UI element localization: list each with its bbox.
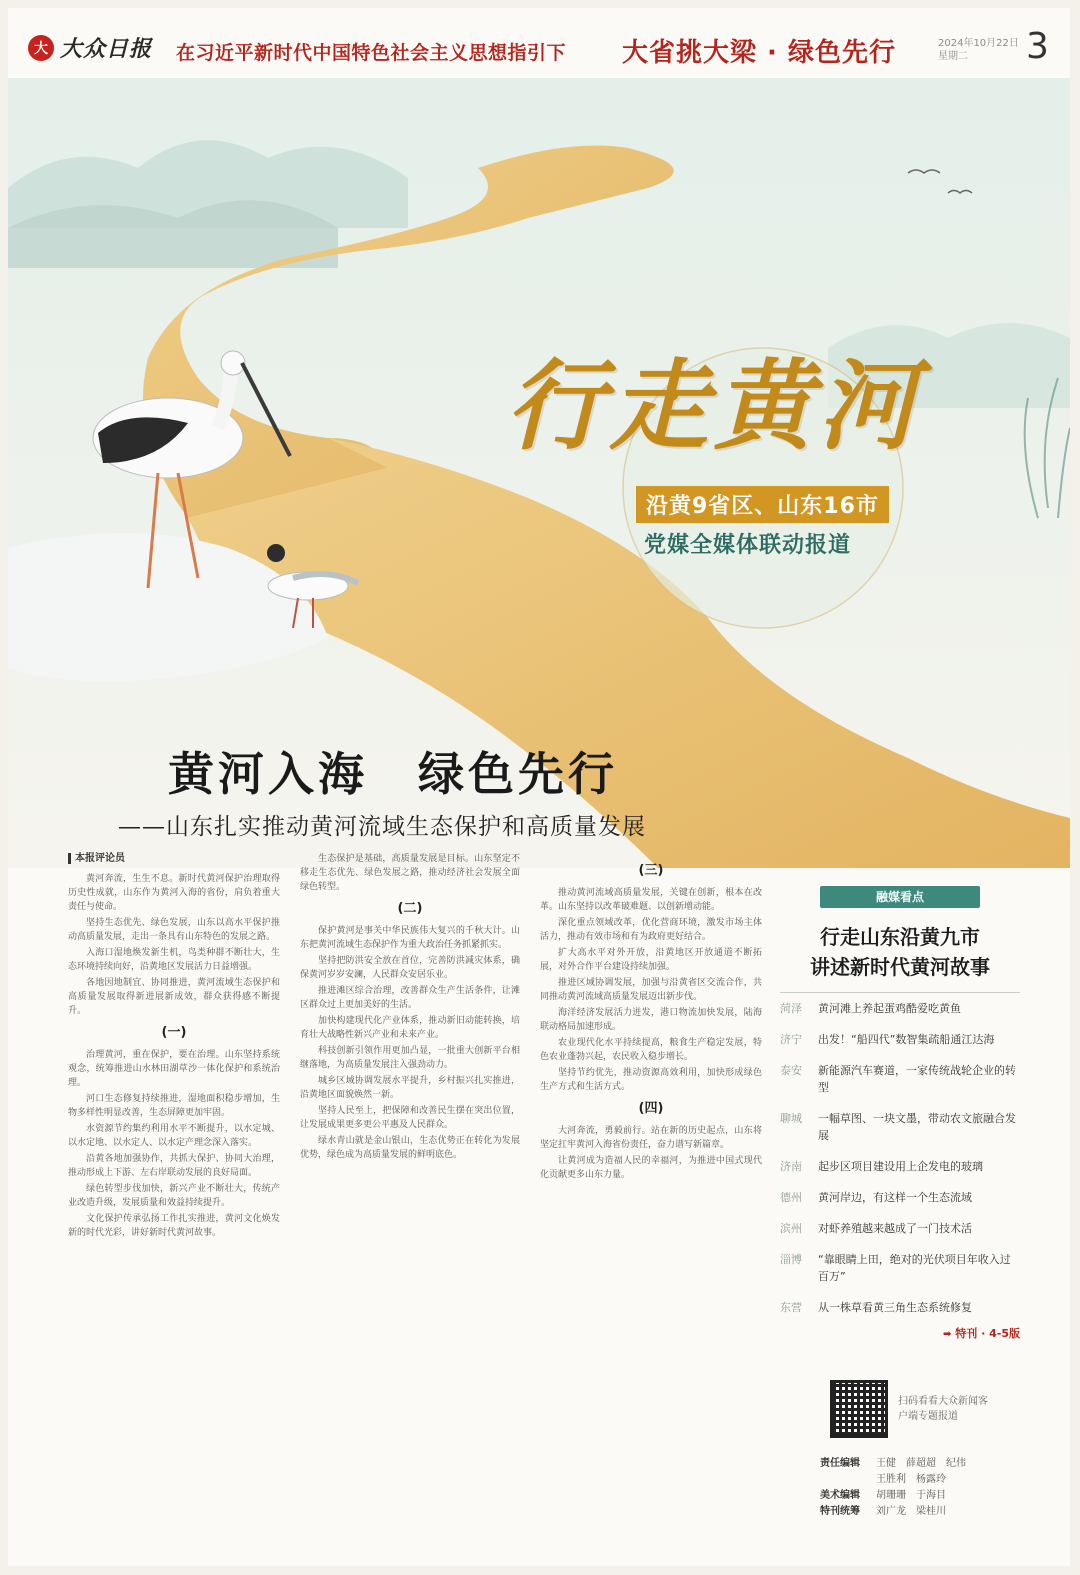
sidebar-item[interactable]: 滨州 对虾养殖越来越成了一门技术活 bbox=[780, 1222, 972, 1235]
sidebar-item[interactable]: 聊城 一幅草图、一块文墨，带动农文旅融合发展 bbox=[780, 1112, 1016, 1142]
article-column-3: (三) 推动黄河流域高质量发展，关键在创新，根本在改革。山东坚持以改革破难题、以创新增动能。 深化重点领域改革，优化营商环境，激发市场主体活力，推动有效市场和有为政府更好结合。 扩大高水平对外开放，沿黄地区开放通道不断拓展，对外合作平台建设持续加强。 推进区域协调发展，加强与沿黄省区交流合作，共同推动黄河流域高质量发展迈出新步伐。 海洋经济发展活力迸发，港口物流加快发展，陆海联动格局加速形成。 农业现代化水平持续提高，粮食生产稳定发展，特色农业蓬勃兴起，农民收入稳步增长。 坚持节约优先，推动资源高效利用，加快形成绿色生产方式和生活方式。 (四) 大河奔流，勇毅前行。站在新的历史起点，山东将坚定扛牢黄河入海省份责任，奋力谱写新篇章。 让黄河成为造福人民的幸福河，为推进中国式现代化贡献更多山东力量。 bbox=[540, 863, 762, 1180]
article-byline: 本报评论员 bbox=[68, 852, 280, 866]
section-heading: (四) bbox=[638, 1101, 664, 1116]
issue-date: 2024年10月22日 星期二 bbox=[938, 38, 1019, 62]
article-subheadline: ——山东扎实推动黄河流域生态保护和高质量发展 bbox=[118, 814, 646, 840]
sidebar-item[interactable]: 淄博 “靠眼睛上田，绝对的光伏项目年收入过百万” bbox=[780, 1253, 1011, 1283]
media-highlights-sidebar bbox=[780, 886, 1020, 1406]
hero-subtitle: 党媒全媒体联动报道 bbox=[644, 533, 852, 558]
newspaper-logo-icon: 大 bbox=[28, 35, 54, 61]
sidebar-item[interactable]: 济南 起步区项目建设用上企发电的玻璃 bbox=[780, 1160, 983, 1173]
qr-block bbox=[830, 1380, 988, 1438]
sidebar-item[interactable]: 菏泽 黄河滩上养起蛋鸡酷爱吃黄鱼 bbox=[780, 1002, 961, 1015]
newspaper-page bbox=[8, 8, 1070, 1566]
qr-caption: 扫码看看大众新闻客户端专题报道 bbox=[898, 1396, 988, 1422]
special-issue-link[interactable]: ➡ 特刊 · 4-5版 bbox=[943, 1327, 1020, 1340]
editor-credits: 责任编辑 王健 薛超超 纪伟 王胜利 杨露玲 美术编辑 胡珊珊 于海目 特刊统筹 刘广龙 梁桂川 bbox=[820, 1458, 966, 1517]
hero-title: 行走黄河 bbox=[506, 349, 923, 464]
newspaper-name: 大众日报 bbox=[60, 36, 153, 62]
sidebar-item[interactable]: 济宁 出发！“船四代”数智集疏船通江达海 bbox=[780, 1033, 995, 1046]
article-column-2: 生态保护是基础，高质量发展是目标。山东坚定不移走生态优先、绿色发展之路，推动经济社会发展全面绿色转型。 (二) 保护黄河是事关中华民族伟大复兴的千秋大计。山东把黄河流域生态保护作为重大政治任务抓紧抓实。 坚持把防洪安全放在首位，完善防洪减灾体系，确保黄河岁岁安澜，人民群众安居乐业。 推进滩区综合治理，改善群众生产生活条件，让滩区群众过上更加美好的生活。 加快构建现代化产业体系，推动新旧动能转换，培育壮大战略性新兴产业和未来产业。 科技创新引领作用更加凸显，一批重大创新平台相继落地，为高质量发展注入强劲动力。 城乡区域协调发展水平提升，乡村振兴扎实推进，沿黄地区面貌焕然一新。 坚持人民至上，把保障和改善民生摆在突出位置，让发展成果更多更公平惠及人民群众。 绿水青山就是金山银山，生态优势正在转化为发展优势，绿色成为高质量发展的鲜明底色。 bbox=[300, 854, 520, 1160]
sidebar-item[interactable]: 东营 从一株草看黄三角生态系统修复 bbox=[780, 1301, 972, 1314]
article-headline: 黄河入海 绿色先行 bbox=[168, 747, 618, 801]
section-heading: (一) bbox=[161, 1025, 187, 1040]
arrow-right-icon: ➡ bbox=[943, 1329, 952, 1340]
qr-code-icon[interactable] bbox=[830, 1380, 888, 1438]
article-column-1: 本报评论员 黄河奔流，生生不息。新时代黄河保护治理取得历史性成就，山东作为黄河入海的省份，肩负着重大责任与使命。 坚持生态优先、绿色发展，山东以高水平保护推动高质量发展，走出一条具有山东特色的发展之路。 入海口湿地焕发新生机，鸟类种群不断壮大，生态环境持续向好，沿黄地区发展活力日益增强。 各地因地制宜、协同推进，黄河流域生态保护和高质量发展取得新进展新成效，群众获得感不断提升。 (一) 治理黄河，重在保护，要在治理。山东坚持系统观念，统筹推进山水林田湖草沙一体化保护和系统治理。 河口生态修复持续推进，湿地面积稳步增加，生物多样性明显改善，生态屏障更加牢固。 水资源节约集约利用水平不断提升，以水定城、以水定地、以水定人、以水定产理念深入落实。 沿黄各地加强协作，共抓大保护、协同大治理，推动形成上下游、左右岸联动发展的良好局面。 绿色转型步伐加快，新兴产业不断壮大，传统产业改造升级，发展质量和效益持续提升。 文化保护传承弘扬工作扎实推进，黄河文化焕发新的时代光彩，讲好新时代黄河故事。 bbox=[68, 853, 280, 1238]
header-slogan: 在习近平新时代中国特色社会主义思想指引下 bbox=[176, 42, 567, 64]
section-heading: (三) bbox=[638, 863, 664, 878]
masthead bbox=[28, 32, 152, 63]
sidebar-title: 行走山东沿黄九市 讲述新时代黄河故事 bbox=[780, 922, 1020, 993]
sidebar-badge: 融媒看点 bbox=[820, 886, 980, 908]
section-heading: (二) bbox=[397, 901, 423, 916]
section-title: 大省挑大梁 · 绿色先行 bbox=[622, 38, 896, 68]
hero-subtitle-banner: 沿黄9省区、山东16市 bbox=[636, 486, 889, 523]
sidebar-item[interactable]: 德州 黄河岸边，有这样一个生态流域 bbox=[780, 1191, 972, 1204]
page-number: 3 bbox=[1026, 26, 1049, 67]
sidebar-item[interactable]: 泰安 新能源汽车赛道，一家传统战轮企业的转型 bbox=[780, 1064, 1016, 1094]
